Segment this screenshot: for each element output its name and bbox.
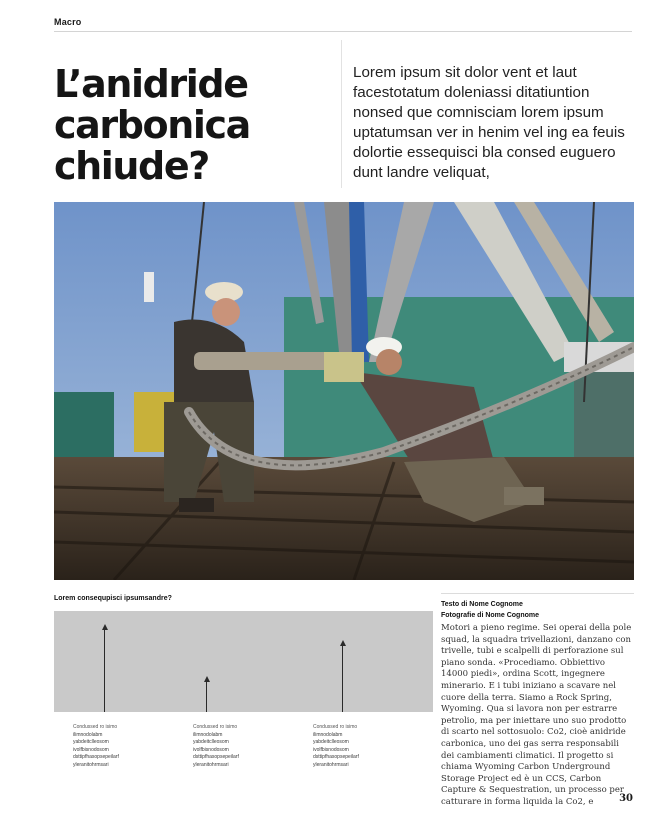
legend-head: Condussed [73, 724, 99, 730]
legend-line: ivolfbisnodosom [313, 746, 349, 753]
legend-3 [313, 724, 423, 770]
text-credit: Testo di Nome Cognome [441, 601, 523, 608]
legend-line: dsttipfhasopsepeilarf [73, 754, 119, 761]
chart-title: Lorem consequpisci ipsumsandre? [54, 595, 172, 602]
legend-line: ivolfbisnodosom [193, 746, 229, 753]
chart-arrow-3 [342, 645, 343, 712]
chart-area [54, 611, 433, 712]
legend-head: Condussed [313, 724, 339, 730]
body-copy: Motori a pieno regime. Sei operai della pole squad, la squadra trivellazioni, danzano con trivelle, tubi e scalpelli di perforazione sul piano sonda. «Procediamo. Obbiettivo 14000 piedi», ordina Scott, ingegnere minerario. E i tubi iniziano a scavare nel cuore della terra. Siamo a Rock Spring, Wyoming. Qua si lavora non per estrarre petrolio, ma per iniettare uno suo prodotto di scarto nel sottosuolo: Co2, cioè anidride carbonica, uno dei gas serra responsabili dei cambiamenti climatici. Il progetto si chiama Wyoming Carbon Underground Storage Project ed è un CCS, Carbon Capture & Sequestration, un processo per catturare in forma liquida la Co2, e [441, 623, 632, 807]
legend-line: dsttipfhasopsepeilarf [313, 754, 359, 761]
credits-rule [441, 593, 634, 594]
legend-1 [73, 724, 183, 770]
page-number: 30 [619, 793, 633, 804]
hero-photo [54, 202, 634, 580]
legend-line: yleranitohrmsari [313, 761, 349, 768]
legend-line: yabdeitclleosom [313, 739, 349, 746]
legend-line: dsttipfhasopsepeilarf [193, 754, 239, 761]
legend-head-rest: ro isimo [219, 724, 238, 730]
dek: Lorem ipsum sit dolor vent et laut facestotatum doleniassi ditatiuntion nonsed que comnisciam lorem ipsum uptatumsan ver in henim vel ing ea feuis dolortie essequisci bla consed euguero dunt landre veliquat, [353, 64, 625, 181]
chart-arrow-2 [206, 681, 207, 712]
legend-head-rest: ro isimo [99, 724, 118, 730]
legend-line: yleranitohrmsari [73, 761, 109, 768]
chart-arrow-1 [104, 629, 105, 712]
legend-line: yabdeitclleosom [73, 739, 109, 746]
section-label: Macro [54, 17, 82, 27]
deck [54, 457, 634, 580]
legend-line: ilimnodolabm [193, 731, 223, 738]
legend-line: ilimnodolabm [313, 731, 343, 738]
legend-head: Condussed [193, 724, 219, 730]
legend-line: yleranitohrmsari [193, 761, 229, 768]
legend-line: ilimnodolabm [73, 731, 103, 738]
photo-credit: Fotografie di Nome Cognome [441, 612, 539, 619]
legend-head-rest: ro isimo [339, 724, 358, 730]
headline: L’anidride carbonica chiude? [54, 62, 250, 188]
legend-line: ivolfbisnodosom [73, 746, 109, 753]
legend-2 [193, 724, 303, 770]
top-rule [54, 31, 632, 32]
legend-line: yabdeitclleosom [193, 739, 229, 746]
credits [441, 599, 539, 621]
